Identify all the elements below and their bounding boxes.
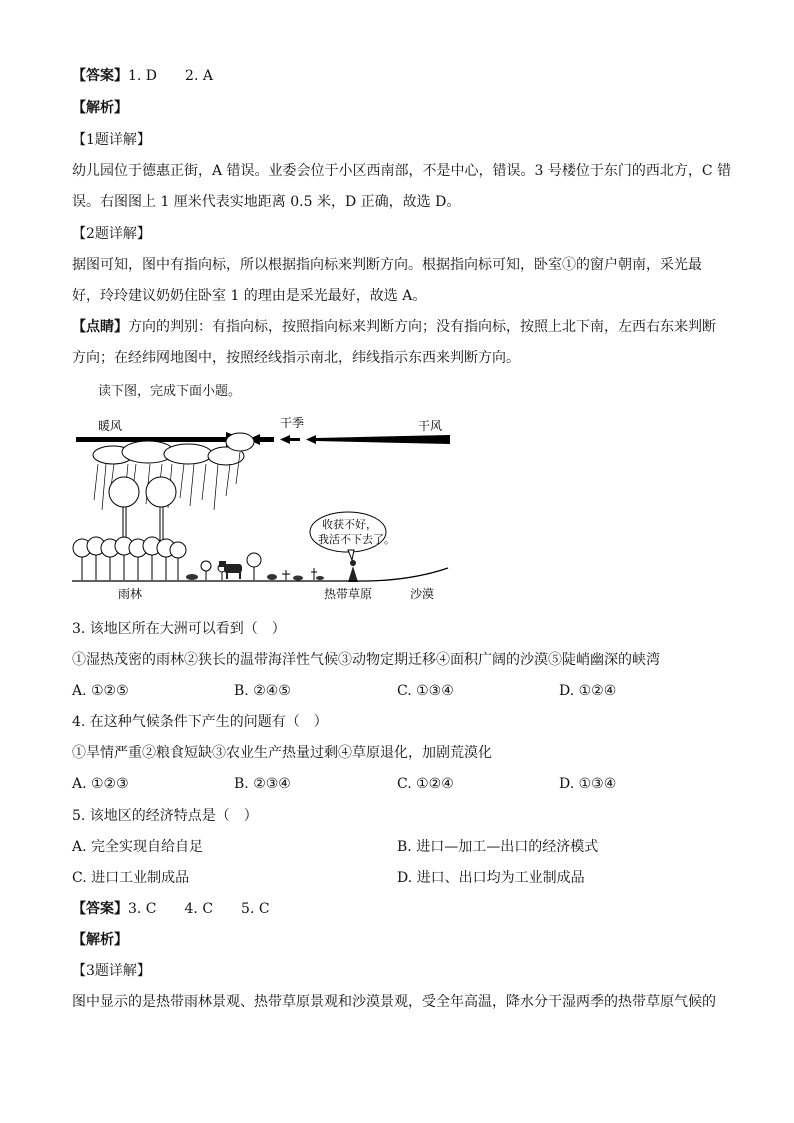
dry-wind-arrow bbox=[306, 435, 316, 444]
tip-line-1: 【点睛】方向的判别：有指向标，按照指向标来判断方向；没有指向标，按照上北下南，左西右东来判断 bbox=[72, 319, 716, 335]
q3-option-b[interactable]: B. ②④⑤ bbox=[234, 683, 291, 699]
answer-text: 1. D 2. A bbox=[128, 68, 213, 84]
savanna-label: 热带草原 bbox=[324, 587, 373, 601]
answer-line-1 bbox=[72, 66, 213, 86]
speech-line-2: 我活不下去了。 bbox=[318, 533, 395, 546]
answer-text-2: 3. C 4. C 5. C bbox=[128, 901, 270, 917]
dry-season-label: 干季 bbox=[280, 416, 305, 430]
q4-option-d[interactable]: D. ①③④ bbox=[559, 776, 617, 792]
q1-detail-line-2: 误。右图图上 1 厘米代表实地距离 0.5 米，D 正确，故选 D。 bbox=[72, 194, 461, 210]
tip-tag: 【点睛】 bbox=[72, 319, 128, 335]
dry-season-arrow-2 bbox=[280, 435, 290, 444]
q3-detail-heading: 【3题详解】 bbox=[72, 963, 151, 979]
q3-option-d[interactable]: D. ①②④ bbox=[559, 683, 617, 699]
q3-detail-line-1: 图中显示的是热带雨林景观、热带草原景观和沙漠景观，受全年高温，降水分干湿两季的热带草原气候的 bbox=[72, 994, 716, 1010]
q1-detail-line-1: 幼儿园位于德惠正街，A 错误。业委会位于小区西南部，不是中心，错误。3 号楼位于东门的西北方，C 错 bbox=[72, 163, 732, 179]
farmer-figure bbox=[348, 560, 358, 582]
q2-detail-line-1: 据图可知，图中有指向标，所以根据指向标来判断方向。根据指向标可知，卧室①的窗户朝南，采光最 bbox=[72, 257, 702, 273]
desert-label: 沙漠 bbox=[410, 587, 435, 601]
q4-stem: 4. 在这种气候条件下产生的问题有（ ） bbox=[72, 714, 328, 730]
climate-illustration bbox=[68, 400, 458, 610]
rainforest-trees bbox=[73, 537, 261, 580]
q2-detail-heading: 【2题详解】 bbox=[72, 226, 151, 242]
ground-line bbox=[72, 568, 448, 581]
shrubs bbox=[186, 574, 324, 581]
figure-intro: 读下图，完成下面小题。 bbox=[98, 384, 242, 399]
q3-option-a[interactable]: A. ①②⑤ bbox=[72, 683, 129, 699]
q5-option-d[interactable]: D. 进口、出口均为工业制成品 bbox=[397, 870, 585, 886]
q4-option-c[interactable]: C. ①②④ bbox=[397, 776, 454, 792]
q4-items: ①旱情严重②粮食短缺③农业生产热量过剩④草原退化，加剧荒漠化 bbox=[72, 745, 492, 761]
q2-detail-line-2: 好，玲玲建议奶奶住卧室 1 的理由是采光最好，故选 A。 bbox=[72, 288, 427, 304]
q4-option-a[interactable]: A. ①②③ bbox=[72, 776, 129, 792]
analysis-heading-2: 【解析】 bbox=[72, 932, 128, 948]
q5-stem: 5. 该地区的经济特点是（ ） bbox=[72, 808, 258, 824]
answer-tag-2: 【答案】 bbox=[72, 901, 128, 917]
q3-stem: 3. 该地区所在大洲可以看到（ ） bbox=[72, 621, 286, 637]
q5-option-c[interactable]: C. 进口工业制成品 bbox=[72, 870, 190, 886]
q3-option-c[interactable]: C. ①③④ bbox=[397, 683, 454, 699]
speech-line-1: 收获不好， bbox=[322, 518, 377, 531]
q5-option-b[interactable]: B. 进口—加工—出口的经济模式 bbox=[397, 839, 599, 855]
rainforest-label: 雨林 bbox=[118, 587, 143, 601]
tip-line-2: 方向；在经纬网地图中，按照经线指示南北，纬线指示东西来判断方向。 bbox=[72, 350, 520, 366]
q1-detail-heading: 【1题详解】 bbox=[72, 132, 151, 148]
analysis-heading-1: 【解析】 bbox=[72, 100, 128, 116]
dry-wind-label: 干风 bbox=[418, 419, 443, 433]
q3-items: ①湿热茂密的雨林②狭长的温带海洋性气候③动物定期迁移④面积广阔的沙漠⑤陡峭幽深的峡湾 bbox=[72, 652, 660, 668]
tall-trees bbox=[109, 477, 176, 545]
answer-line-2 bbox=[72, 899, 270, 919]
q5-option-a[interactable]: A. 完全实现自给自足 bbox=[72, 839, 204, 855]
warm-wind-label: 暖风 bbox=[98, 419, 123, 433]
answer-tag: 【答案】 bbox=[72, 68, 128, 84]
q4-option-b[interactable]: B. ②③④ bbox=[234, 776, 291, 792]
